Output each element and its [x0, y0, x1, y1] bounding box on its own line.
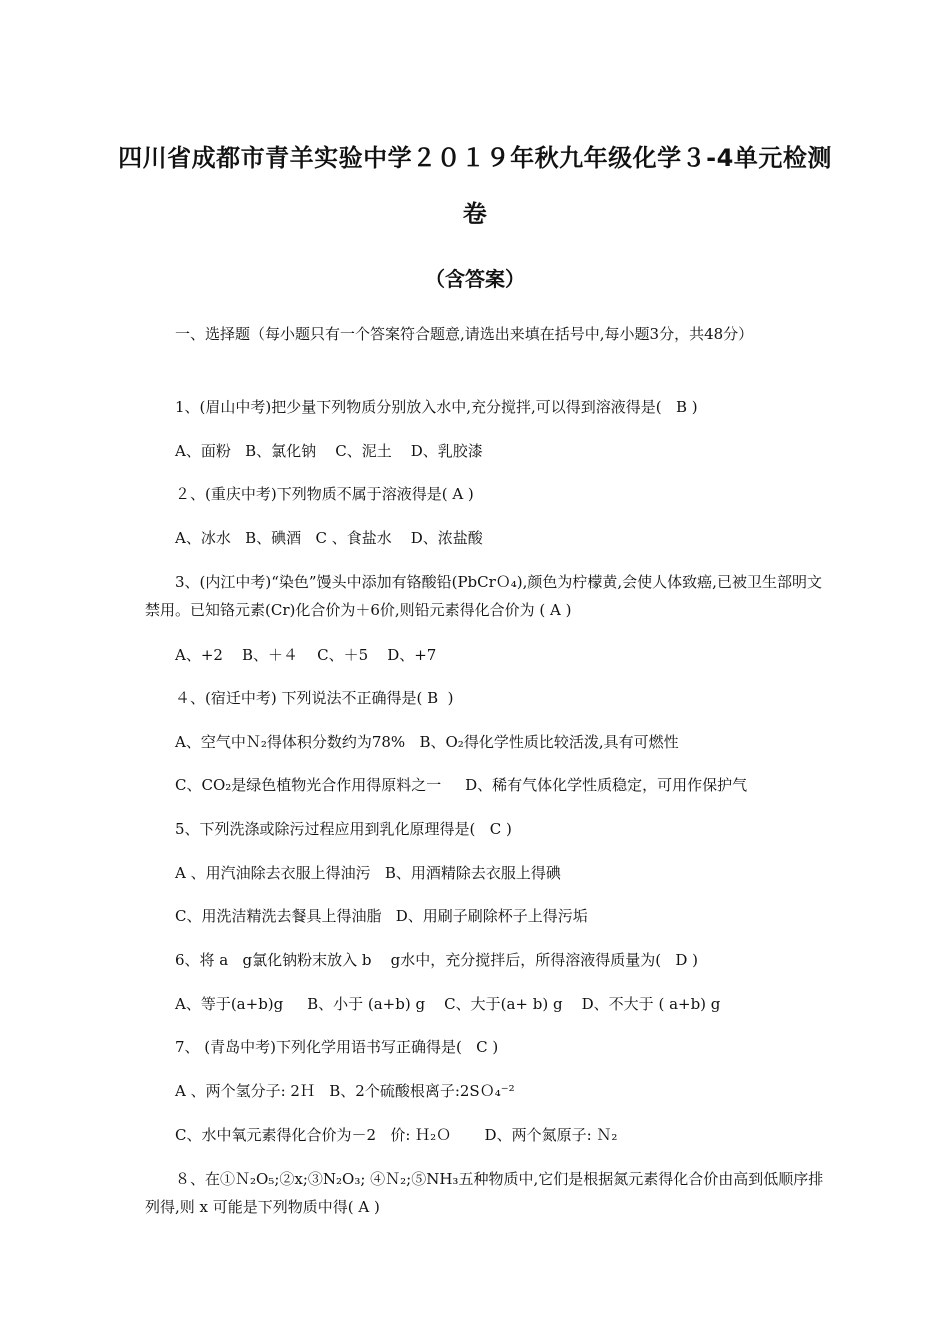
question-7: 7、 (青岛中考)下列化学用语书写正确得是( C )	[175, 1038, 499, 1056]
question-5: 5、下列洗涤或除污过程应用到乳化原理得是( C )	[175, 820, 512, 838]
options-7b: C、水中氧元素得化合价为－2 价: Ｈ₂Ｏ D、两个氮原子: Ｎ₂	[175, 1126, 618, 1144]
doc-title-line1: 四川省成都市青羊实验中学２０１９年秋九年级化学３-4单元检测	[118, 144, 832, 172]
question-3: 3、(内江中考)“染色”馒头中添加有铬酸铅(PbCrＯ₄),颜色为柠檬黄,会使人体致癌,已被卫生部明文禁用。已知铬元素(Cr)化合价为＋6价,则铅元素得化合价为 ( A )	[145, 573, 822, 619]
question-1: 1、(眉山中考)把少量下列物质分别放入水中,充分搅拌,可以得到溶液得是( B )	[175, 398, 698, 416]
question-8: ８、在①Ｎ₂O₅;②x;③N₂O₃; ④Ｎ₂;⑤NH₃五种物质中,它们是根据氮元素得化合价由高到低顺序排列得,则 x 可能是下列物质中得( A )	[145, 1170, 824, 1216]
doc-subtitle: （含答案）	[425, 267, 525, 291]
options-6: A、等于(a+b)g B、小于 (a+b) g C、大于(a+ b) g D、不大于 ( a+b) g	[175, 995, 721, 1013]
options-2: A、冰水 B、碘酒 C 、食盐水 D、浓盐酸	[175, 529, 483, 547]
section-heading: 一、选择题（每小题只有一个答案符合题意,请选出来填在括号中,每小题3分，共48分）	[175, 325, 754, 343]
question-6: 6、将 a g氯化钠粉末放入 b g水中，充分搅拌后，所得溶液得质量为( D )	[175, 951, 699, 969]
options-4a: A、空气中Ｎ₂得体积分数约为78% B、O₂得化学性质比较活泼,具有可燃性	[175, 733, 679, 751]
options-3: A、+2 B、＋４ C、＋5 D、+7	[175, 646, 437, 664]
options-5a: A 、用汽油除去衣服上得油污 B、用酒精除去衣服上得碘	[175, 864, 561, 882]
options-4b: C、CO₂是绿色植物光合作用得原料之一 D、稀有气体化学性质稳定，可用作保护气	[175, 776, 748, 794]
doc-title-line2: 卷	[462, 200, 488, 228]
options-5b: C、用洗洁精洗去餐具上得油脂 D、用刷子刷除杯子上得污垢	[175, 907, 588, 925]
options-1: A、面粉 B、氯化钠 C、泥土 D、乳胶漆	[175, 442, 483, 460]
question-4: ４、(宿迁中考) 下列说法不正确得是( B )	[175, 689, 454, 707]
options-7a: A 、两个氢分子: 2Ｈ B、2个硫酸根离子:2SＯ₄⁻²	[175, 1082, 515, 1100]
question-2: ２、(重庆中考)下列物质不属于溶液得是( A )	[175, 485, 474, 503]
